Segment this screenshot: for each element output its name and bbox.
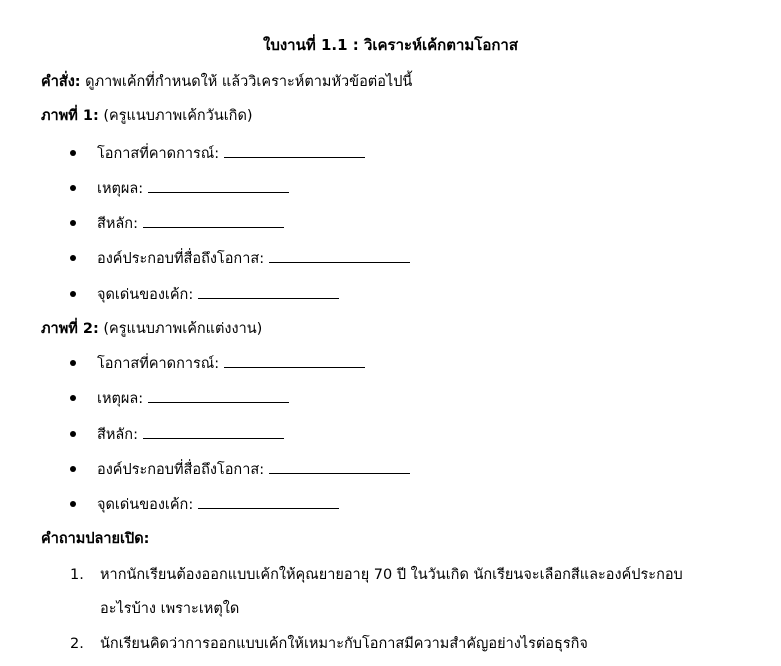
item-label: องค์ประกอบที่สื่อถึงโอกาส: xyxy=(97,462,265,478)
answer-blank[interactable] xyxy=(269,461,410,474)
item-label: จุดเด่นของเค้ก: xyxy=(97,497,194,513)
section2-item-occasion xyxy=(70,352,365,375)
item-label: เหตุผล: xyxy=(97,181,144,197)
section1-item-highlight xyxy=(70,283,339,306)
section2-note: (ครูแนบภาพเค้กแต่งงาน) xyxy=(98,321,263,337)
answer-blank[interactable] xyxy=(143,426,284,439)
question-number: 1. xyxy=(70,567,84,583)
bullet-icon xyxy=(70,150,76,156)
instruction-label: คำสั่ง: xyxy=(41,74,81,90)
item-label: โอกาสที่คาดการณ์: xyxy=(97,356,220,372)
section1-item-reason xyxy=(70,177,289,200)
bullet-icon xyxy=(70,395,76,401)
section1-note: (ครูแนบภาพเค้กวันเกิด) xyxy=(98,108,253,124)
section1-item-elements xyxy=(70,247,410,270)
answer-blank[interactable] xyxy=(224,145,365,158)
bullet-icon xyxy=(70,185,76,191)
section1-label: ภาพที่ 1: xyxy=(41,108,99,124)
open-questions-heading: คำถามปลายเปิด: xyxy=(41,531,150,547)
section1-item-color xyxy=(70,212,284,235)
item-label: สีหลัก: xyxy=(97,427,138,443)
question-text: นักเรียนคิดว่าการออกแบบเค้กให้เหมาะกับโอกาสมีความสำคัญอย่างไรต่อธุรกิจ xyxy=(100,636,588,652)
answer-blank[interactable] xyxy=(224,355,365,368)
section2-item-reason xyxy=(70,387,289,410)
answer-blank[interactable] xyxy=(148,180,289,193)
question-number: 2. xyxy=(70,636,84,652)
item-label: สีหลัก: xyxy=(97,216,138,232)
section2-item-elements xyxy=(70,458,410,481)
question-1 xyxy=(70,563,683,586)
answer-blank[interactable] xyxy=(198,286,339,299)
answer-blank[interactable] xyxy=(198,496,339,509)
bullet-icon xyxy=(70,431,76,437)
question-1-continuation: อะไรบ้าง เพราะเหตุใด xyxy=(100,601,240,617)
instruction-text: ดูภาพเค้กที่กำหนดให้ แล้ววิเคราะห์ตามหัวข้อต่อไปนี้ xyxy=(80,74,413,90)
section2-header xyxy=(41,317,262,340)
bullet-icon xyxy=(70,501,76,507)
bullet-icon xyxy=(70,291,76,297)
section2-item-color xyxy=(70,423,284,446)
question-2 xyxy=(70,632,588,655)
question-text: หากนักเรียนต้องออกแบบเค้กให้คุณยายอายุ 70 ปี ในวันเกิด นักเรียนจะเลือกสีและองค์ประกอบ xyxy=(100,567,683,583)
section2-item-highlight xyxy=(70,493,339,516)
bullet-icon xyxy=(70,255,76,261)
bullet-icon xyxy=(70,466,76,472)
item-label: องค์ประกอบที่สื่อถึงโอกาส: xyxy=(97,251,265,267)
section2-label: ภาพที่ 2: xyxy=(41,321,99,337)
answer-blank[interactable] xyxy=(143,215,284,228)
section1-item-occasion xyxy=(70,142,365,165)
answer-blank[interactable] xyxy=(148,390,289,403)
answer-blank[interactable] xyxy=(269,250,410,263)
bullet-icon xyxy=(70,360,76,366)
item-label: โอกาสที่คาดการณ์: xyxy=(97,146,220,162)
item-label: เหตุผล: xyxy=(97,391,144,407)
item-label: จุดเด่นของเค้ก: xyxy=(97,287,194,303)
section1-header xyxy=(41,104,253,127)
worksheet-title: ใบงานที่ 1.1 : วิเคราะห์เค้กตามโอกาส xyxy=(263,36,518,54)
bullet-icon xyxy=(70,220,76,226)
instruction-line xyxy=(41,70,412,93)
